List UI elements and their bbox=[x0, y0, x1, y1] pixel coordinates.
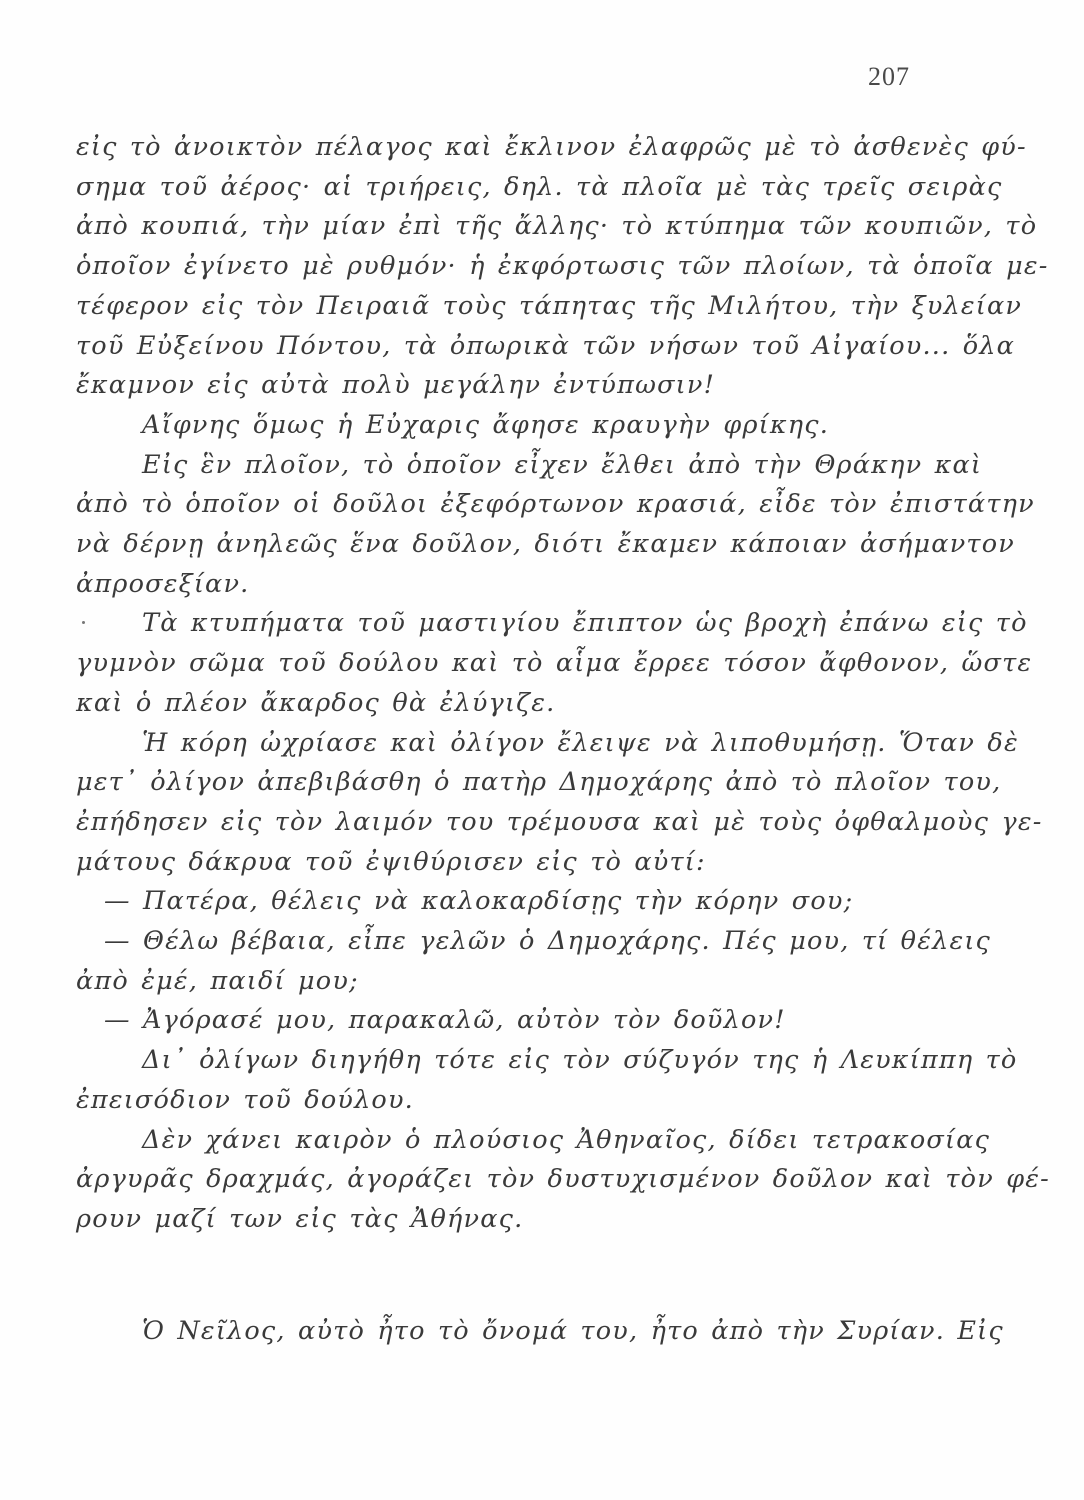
text-line: ἀργυρᾶς δραχμάς, ἀγοράζει τὸν δυστυχισμένον δοῦλον καὶ τὸν φέ- bbox=[76, 1164, 1050, 1195]
dialog-line: — Θέλω βέβαια, εἶπε γελῶν ὁ Δημοχάρης. Πές μου, τί θέλεις bbox=[104, 926, 992, 957]
dialog-line: — Πατέρα, θέλεις νὰ καλοκαρδίσῃς τὴν κόρην σου; bbox=[104, 886, 854, 917]
page-body-text bbox=[76, 128, 1050, 1351]
text-line: ἐπήδησεν εἰς τὸν λαιμόν του τρέμουσα καὶ μὲ τοὺς ὀφθαλμοὺς γε- bbox=[76, 806, 1043, 837]
text-line: ἐπεισόδιον τοῦ δούλου. bbox=[76, 1084, 414, 1115]
text-line: τέφερον εἰς τὸν Πειραιᾶ τοὺς τάπητας τῆς Μιλήτου, τὴν ξυλείαν bbox=[76, 290, 1023, 321]
text-line: νὰ δέρνῃ ἀνηλεῶς ἕνα δοῦλον, διότι ἔκαμεν κάποιαν ἀσήμαντον bbox=[76, 529, 1015, 560]
text-line: Αἴφνης ὅμως ἡ Εὐχαρις ἄφησε κραυγὴν φρίκης. bbox=[142, 409, 830, 440]
text-line: Δὲν χάνει καιρὸν ὁ πλούσιος Ἀθηναῖος, δίδει τετρακοσίας bbox=[142, 1124, 991, 1155]
text-line: ἀπροσεξίαν. bbox=[76, 568, 250, 599]
page-number: 207 bbox=[868, 62, 910, 91]
dialog-line: — Ἀγόρασέ μου, παρακαλῶ, αὐτὸν τὸν δοῦλον! bbox=[104, 1005, 786, 1036]
text-line: καὶ ὁ πλέον ἄκαρδος θὰ ἐλύγιζε. bbox=[76, 687, 556, 718]
text-line: τοῦ Εὐξείνου Πόντου, τὰ ὀπωρικὰ τῶν νήσων τοῦ Αἰγαίου... ὅλα bbox=[76, 330, 1016, 361]
text-line: ἀπὸ ἐμέ, παιδί μου; bbox=[76, 965, 359, 996]
text-line: εἰς τὸ ἀνοικτὸν πέλαγος καὶ ἔκλινον ἐλαφρῶς μὲ τὸ ἀσθενὲς φύ- bbox=[76, 132, 1027, 162]
section-gap bbox=[76, 1240, 914, 1312]
text-line: Ὁ Νεῖλος, αὐτὸ ἦτο τὸ ὄνομά του, ἦτο ἀπὸ τὴν Συρίαν. Εἰς bbox=[142, 1315, 1004, 1346]
text-line: ὁποῖον ἐγίνετο μὲ ρυθμόν· ἡ ἐκφόρτωσις τῶν πλοίων, τὰ ὁποῖα με- bbox=[76, 251, 1049, 282]
text-line: ἔκαμνον εἰς αὐτὰ πολὺ μεγάλην ἐντύπωσιν! bbox=[76, 370, 716, 401]
text-line: μάτους δάκρυα τοῦ ἐψιθύρισεν εἰς τὸ αὐτί: bbox=[76, 846, 706, 877]
text-line: σημα τοῦ ἀέρος· αἱ τριήρεις, δηλ. τὰ πλοῖα μὲ τὰς τρεῖς σειρὰς bbox=[76, 171, 1003, 202]
text-line: Τὰ κτυπήματα τοῦ μαστιγίου ἔπιπτον ὡς βροχὴ ἐπάνω εἰς τὸ bbox=[142, 608, 1028, 639]
text-line: μετ᾽ ὀλίγον ἀπεβιβάσθη ὁ πατὴρ Δημοχάρης ἀπὸ τὸ πλοῖον του, bbox=[76, 767, 1002, 798]
text-line: Ἡ κόρη ὠχρίασε καὶ ὀλίγον ἔλειψε νὰ λιποθυμήσῃ. Ὅταν δὲ bbox=[142, 727, 1019, 758]
text-line: ρουν μαζί των εἰς τὰς Ἀθήνας. bbox=[76, 1203, 524, 1234]
text-line: ἀπὸ τὸ ὁποῖον οἱ δοῦλοι ἐξεφόρτωνον κρασιά, εἶδε τὸν ἐπιστάτην bbox=[76, 489, 1035, 520]
text-line: ἀπὸ κουπιά, τὴν μίαν ἐπὶ τῆς ἄλλης· τὸ κτύπημα τῶν κουπιῶν, τὸ bbox=[76, 211, 1038, 242]
text-line: Δι᾽ ὀλίγων διηγήθη τότε εἰς τὸν σύζυγόν της ἡ Λευκίππη τὸ bbox=[142, 1045, 1018, 1076]
text-line: Εἰς ἓν πλοῖον, τὸ ὁποῖον εἶχεν ἔλθει ἀπὸ τὴν Θράκην καὶ bbox=[142, 449, 983, 480]
text-line: γυμνὸν σῶμα τοῦ δούλου καὶ τὸ αἷμα ἔρρεε τόσον ἄφθονον, ὥστε bbox=[76, 648, 1033, 679]
